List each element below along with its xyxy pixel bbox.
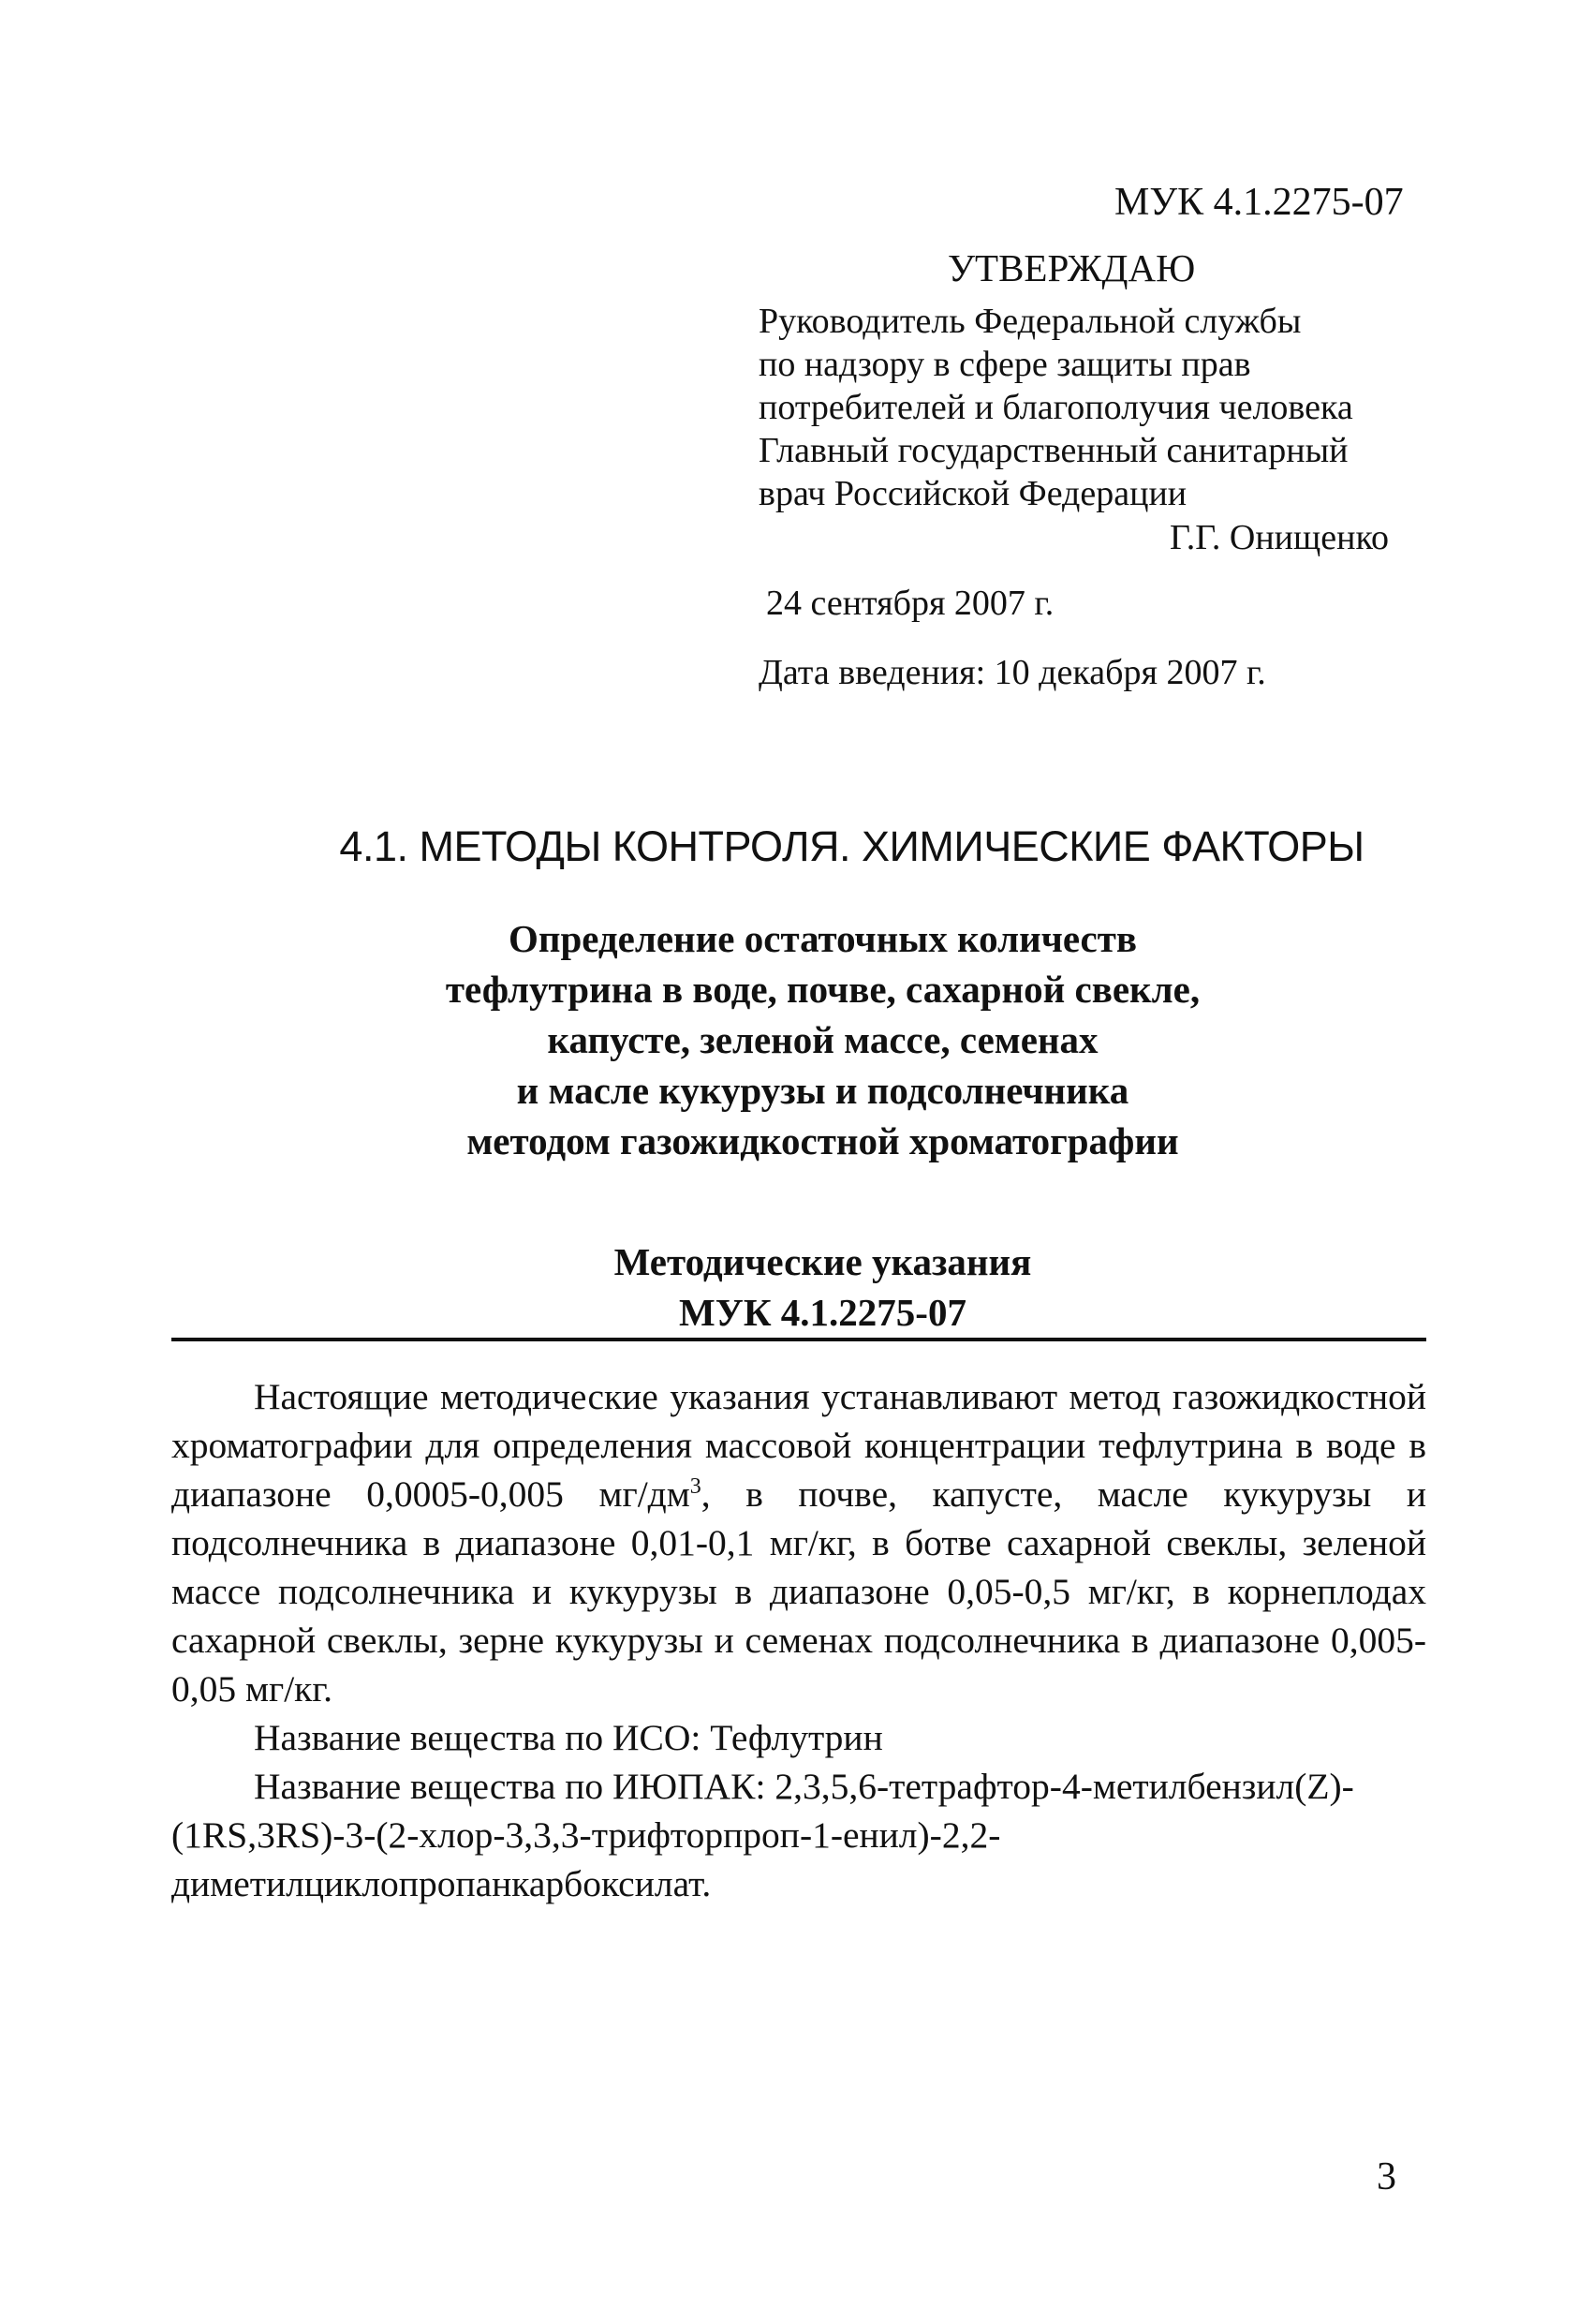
document-title bbox=[0, 913, 1593, 1166]
document-type bbox=[0, 1236, 1593, 1338]
paragraph-scope-part1: Настоящие методические указания устанавливают метод газожидкостной хроматографии для определения массовой концентрации тефлутрина в воде в диапазоне 0,0005-0,005 мг/дм bbox=[171, 1376, 1426, 1515]
approval-date: 24 сентября 2007 г. bbox=[766, 584, 1055, 623]
body-text bbox=[171, 1372, 1426, 1908]
paragraph-scope bbox=[171, 1372, 1426, 1713]
page-number: 3 bbox=[1377, 2155, 1396, 2198]
paragraph-iso-name: Название вещества по ИСО: Тефлутрин bbox=[254, 1717, 883, 1758]
horizontal-rule bbox=[171, 1338, 1426, 1341]
approver-block bbox=[759, 300, 1414, 515]
approver-name: Г.Г. Онищенко bbox=[1170, 518, 1389, 557]
paragraph-iupac-name: Название вещества по ИЮПАК: 2,3,5,6-тетрафтор-4-метилбензил(Z)- (1RS,3RS)-3-(2-хлор-3,3,3-трифторпроп-1-енил)-2,2-диметилциклопропанкарбоксилат. bbox=[171, 1766, 1354, 1904]
paragraph-scope-part2: , в почве, капусте, масле кукурузы и подсолнечника в диапазоне 0,01-0,1 мг/кг, в ботве сахарной свеклы, зеленой массе подсолнечника и кукурузы в диапазоне 0,05-0,5 мг/кг, в корнеплодах сахарной свеклы, зерне кукурузы и семенах подсолнечника в диапазоне 0,005-0,05 мг/кг. bbox=[171, 1473, 1426, 1710]
document-type-code: МУК 4.1.2275-07 bbox=[679, 1291, 966, 1334]
approver-line: потребителей и благополучия человека bbox=[759, 388, 1353, 427]
approver-line: Главный государственный санитарный bbox=[759, 431, 1349, 470]
approver-line: Руководитель Федеральной службы bbox=[759, 302, 1302, 341]
superscript: 3 bbox=[689, 1473, 701, 1499]
approver-line: по надзору в сфере защиты прав bbox=[759, 345, 1251, 384]
approver-line: врач Российской Федерации bbox=[759, 474, 1187, 513]
title-line: тефлутрина в воде, почве, сахарной свекле, bbox=[445, 968, 1201, 1011]
approval-heading: УТВЕРЖДАЮ bbox=[948, 246, 1196, 289]
document-type-label: Методические указания bbox=[613, 1240, 1032, 1283]
title-line: методом газожидкостной хроматографии bbox=[466, 1119, 1179, 1162]
introduction-date: Дата введения: 10 декабря 2007 г. bbox=[759, 653, 1266, 692]
title-line: капусте, зеленой массе, семенах bbox=[547, 1018, 1099, 1061]
title-line: Определение остаточных количеств bbox=[508, 917, 1138, 960]
section-title: 4.1. МЕТОДЫ КОНТРОЛЯ. ХИМИЧЕСКИЕ ФАКТОРЫ bbox=[339, 822, 1364, 870]
document-code: МУК 4.1.2275-07 bbox=[1114, 181, 1404, 224]
title-line: и масле кукурузы и подсолнечника bbox=[516, 1069, 1129, 1112]
